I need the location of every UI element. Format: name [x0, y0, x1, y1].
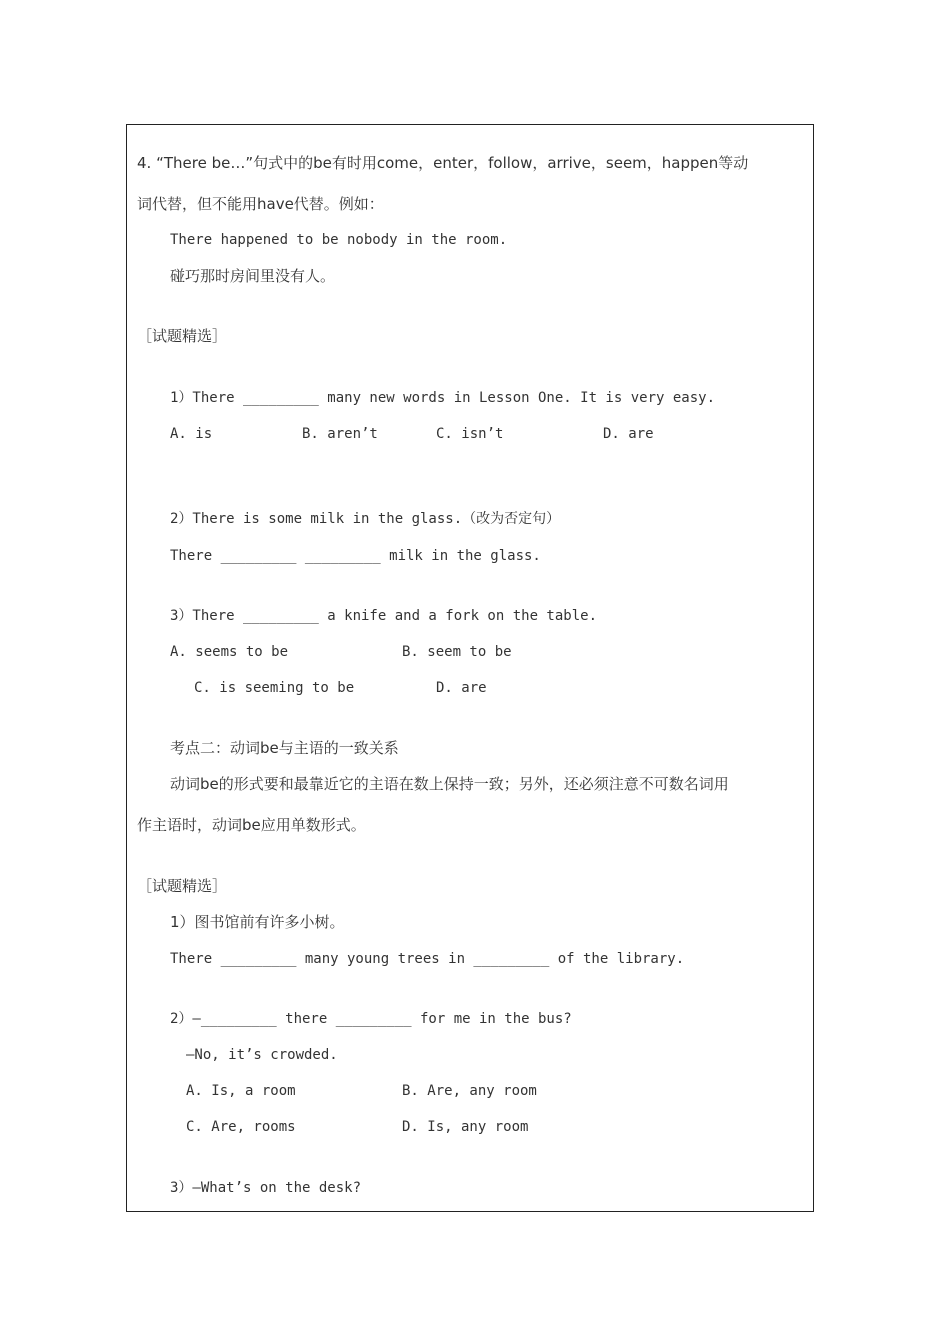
exercises2-heading: ［试题精选］ [137, 877, 228, 895]
ex1-q3-option-d: D. are [436, 680, 487, 696]
ex1-q1-option-a: A. is [170, 426, 213, 442]
exercises1-heading: ［试题精选］ [137, 327, 228, 345]
ex1-q1-option-b: B. aren’t [302, 426, 378, 442]
ex2-q1-answer-line: There _________ many young trees in _________ of the library. [170, 951, 685, 967]
ex2-q2-option-b: B. Are, any room [402, 1083, 537, 1099]
ex1-q3-option-a: A. seems to be [170, 644, 289, 660]
ex2-q2-reply: —No, it’s crowded. [186, 1047, 338, 1063]
point4-line1: 4. “There be…”句式中的be有时用come，enter，follow，arrive，seem，happen等动 [137, 154, 749, 172]
ex2-q2-option-d: D. Is, any room [402, 1119, 529, 1135]
ex2-q1-stem: 1）图书馆前有许多小树。 [170, 913, 345, 931]
ex1-q1-option-c: C. isn’t [436, 426, 504, 442]
ex1-q3-stem: 3）There _________ a knife and a fork on the table. [170, 608, 598, 624]
point2-line2: 作主语时，动词be应用单数形式。 [137, 816, 366, 834]
point2-line1: 动词be的形式要和最靠近它的主语在数上保持一致；另外，还必须注意不可数名词用 [170, 775, 729, 793]
point2-title: 考点二：动词be与主语的一致关系 [170, 739, 399, 757]
point4-example-en: There happened to be nobody in the room. [170, 232, 508, 248]
ex1-q3-option-b: B. seem to be [402, 644, 512, 660]
ex1-q1-stem: 1）There _________ many new words in Lesson One. It is very easy. [170, 390, 716, 406]
ex2-q2-option-c: C. Are, rooms [186, 1119, 296, 1135]
ex1-q1-option-d: D. are [603, 426, 654, 442]
ex2-q3-stem: 3）—What’s on the desk? [170, 1180, 362, 1196]
ex2-q2-stem: 2）—_________ there _________ for me in the bus? [170, 1011, 572, 1027]
ex1-q2-stem: 2）There is some milk in the glass.（改为否定句） [170, 511, 561, 527]
point4-example-zh: 碰巧那时房间里没有人。 [170, 267, 336, 285]
ex2-q2-option-a: A. Is, a room [186, 1083, 296, 1099]
ex1-q2-answer-line: There _________ _________ milk in the glass. [170, 548, 541, 564]
point4-line2: 词代替，但不能用have代替。例如： [137, 195, 384, 213]
ex1-q3-option-c: C. is seeming to be [194, 680, 355, 696]
